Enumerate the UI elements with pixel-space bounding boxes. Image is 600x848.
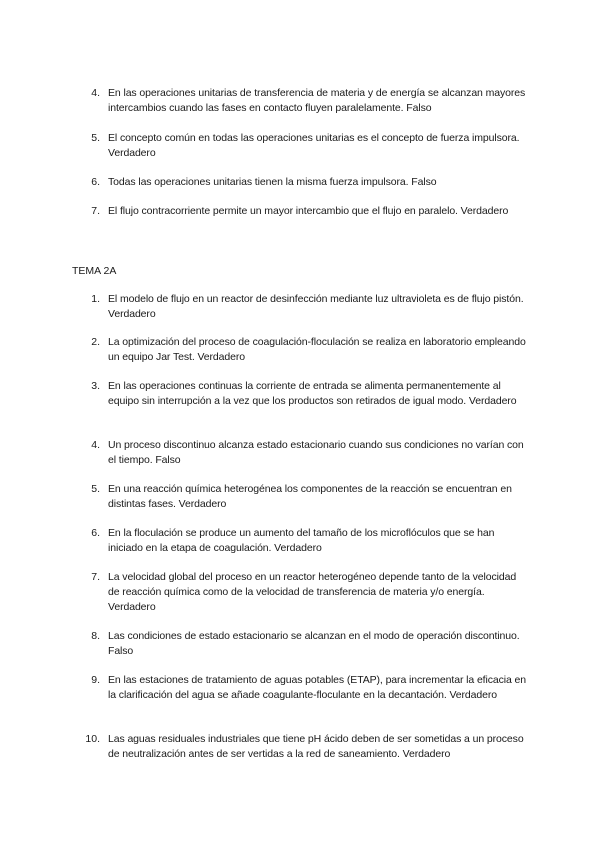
item-number: 9.	[91, 674, 100, 686]
item-text: En las operaciones unitarias de transferencia de materia y de energía se alcanzan mayores intercambios cuando las fases en contacto fluyen paralelamente. Falso	[108, 87, 526, 114]
item-number: 6.	[91, 527, 100, 539]
item-text: En las estaciones de tratamiento de aguas potables (ETAP), para incrementar la eficacia en la clarificación del agua se añade coagulante-floculante en la decantación. Verdadero	[108, 674, 527, 701]
item-number: 4.	[91, 87, 100, 99]
item-number: 7.	[91, 571, 100, 583]
item-text: Las condiciones de estado estacionario se alcanzan en el modo de operación discontinuo. Falso	[108, 630, 520, 657]
item-text: La velocidad global del proceso en un reactor heterogéneo depende tanto de la velocidad de reacción química como de la velocidad de transferencia de materia y/o energía. Verdadero	[108, 571, 517, 613]
item-number: 3.	[91, 380, 100, 392]
item-text: En una reacción química heterogénea los componentes de la reacción se encuentran en distintas fases. Verdadero	[108, 483, 512, 510]
item-number: 4.	[91, 439, 100, 451]
item-text: El flujo contracorriente permite un mayor intercambio que el flujo en paralelo. Verdadero	[108, 205, 509, 217]
item-number: 5.	[91, 132, 100, 144]
item-number: 1.	[91, 293, 100, 305]
item-number: 6.	[91, 176, 100, 188]
item-text: La optimización del proceso de coagulación-floculación se realiza en laboratorio empleando un equipo Jar Test. Verdadero	[108, 336, 526, 363]
item-text: En las operaciones continuas la corriente de entrada se alimenta permanentemente al equipo sin interrupción a la vez que los productos son retirados de igual modo. Verdadero	[108, 380, 517, 407]
item-number: 7.	[91, 205, 100, 217]
item-text: En la floculación se produce un aumento del tamaño de los microflóculos que se han iniciado en la etapa de coagulación. Verdadero	[108, 527, 495, 554]
item-number: 2.	[91, 336, 100, 348]
item-number: 8.	[91, 630, 100, 642]
section-title: TEMA 2A	[72, 265, 117, 277]
item-number: 5.	[91, 483, 100, 495]
item-text: El modelo de flujo en un reactor de desinfección mediante luz ultravioleta es de flujo pistón. Verdadero	[108, 293, 524, 320]
item-text: Un proceso discontinuo alcanza estado estacionario cuando sus condiciones no varían con el tiempo. Falso	[108, 439, 524, 466]
item-text: Las aguas residuales industriales que tiene pH ácido deben de ser sometidas a un proceso de neutralización antes de ser vertidas a la red de saneamiento. Verdadero	[108, 733, 524, 760]
item-text: El concepto común en todas las operaciones unitarias es el concepto de fuerza impulsora. Verdadero	[108, 132, 520, 159]
item-text: Todas las operaciones unitarias tienen la misma fuerza impulsora. Falso	[108, 176, 437, 188]
item-number: 10.	[85, 733, 100, 745]
